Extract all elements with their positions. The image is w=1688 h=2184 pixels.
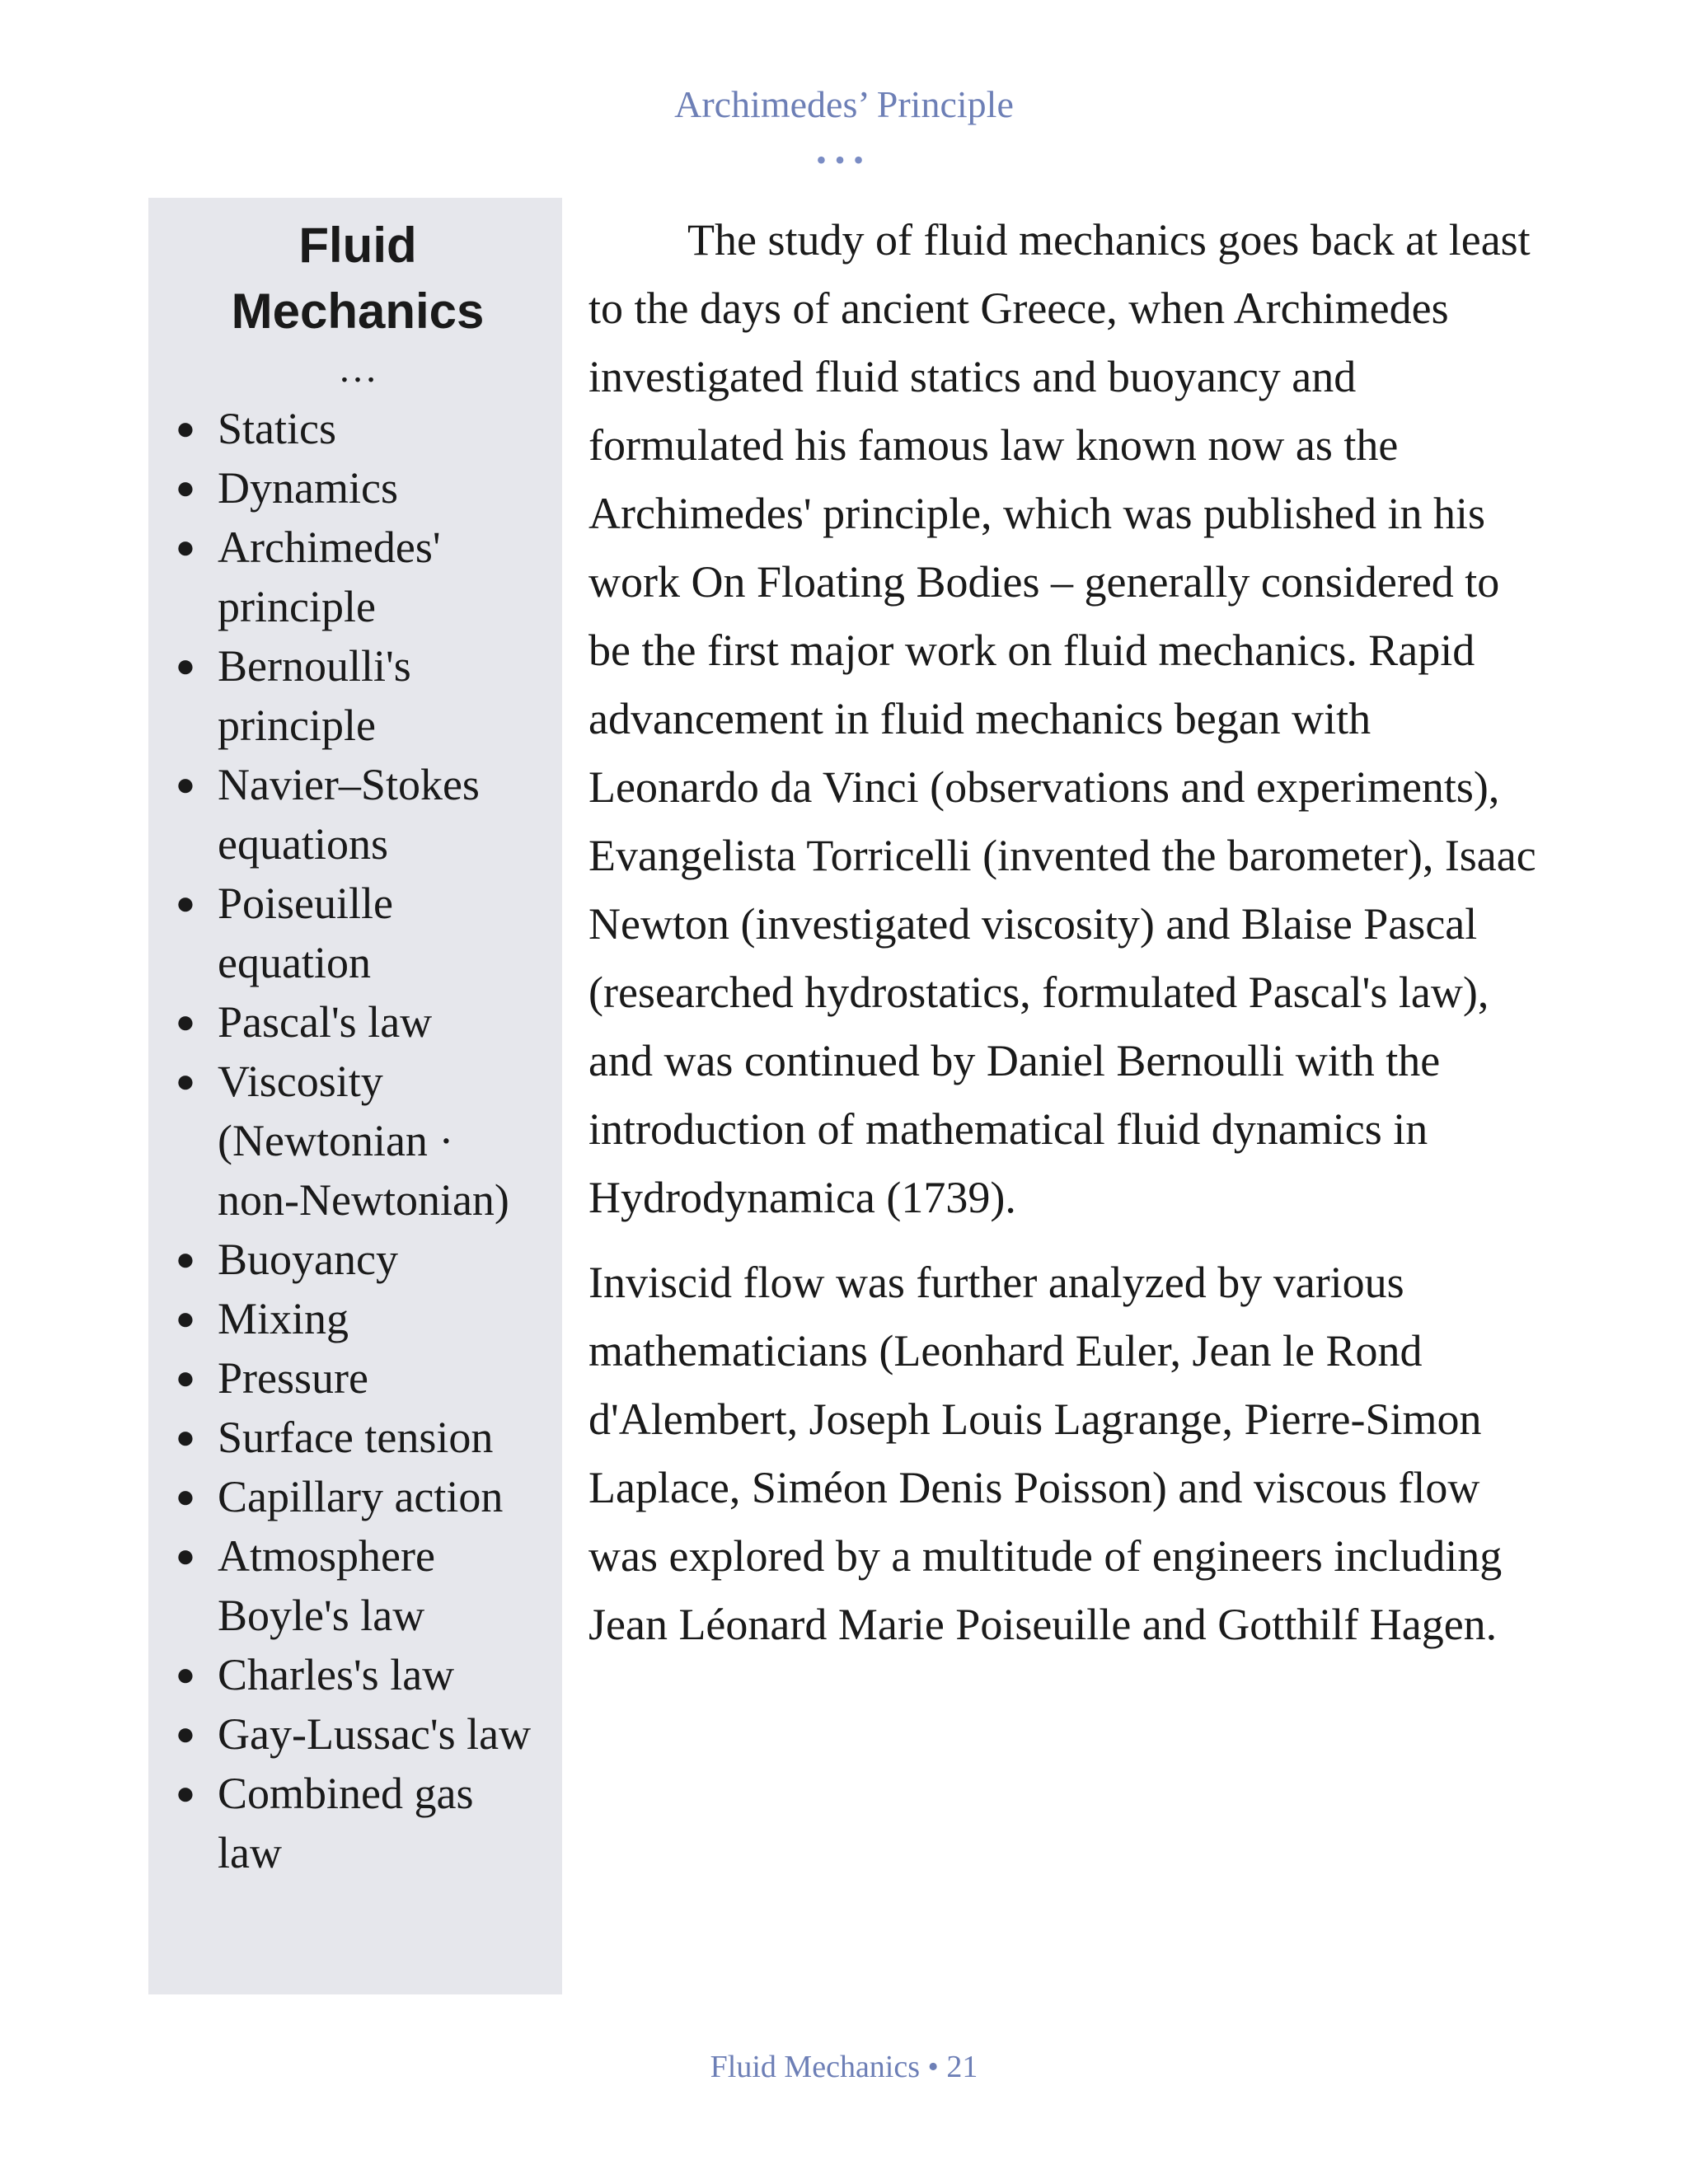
list-item-label: Pascal's law xyxy=(218,997,433,1047)
list-item-label: Navier–Stokes equations xyxy=(218,760,480,869)
list-item xyxy=(173,755,542,874)
list-item-label: Statics xyxy=(218,404,336,453)
bullet-icon: ● xyxy=(175,1537,196,1574)
list-item xyxy=(173,992,542,1052)
list-item xyxy=(173,1704,542,1764)
bullet-icon: ● xyxy=(175,528,196,565)
sidebar-box xyxy=(148,198,562,1994)
list-item xyxy=(173,1764,542,1882)
list-item xyxy=(173,1289,542,1348)
running-header: Archimedes’ Principle xyxy=(674,83,1014,125)
list-item-label: Viscosity (Newtonian · non-Newtonian) xyxy=(218,1057,509,1225)
bullet-icon: ● xyxy=(175,1300,196,1337)
bullet-icon: ● xyxy=(175,1774,196,1811)
list-item-label: Charles's law xyxy=(218,1650,455,1699)
list-item xyxy=(173,1230,542,1289)
sidebar-title: Fluid Mechanics xyxy=(231,218,485,339)
list-item xyxy=(173,518,542,636)
list-item xyxy=(173,636,542,755)
list-item-label: Surface tension xyxy=(218,1413,494,1462)
list-item xyxy=(173,1408,542,1467)
list-item xyxy=(173,1348,542,1408)
bullet-icon: ● xyxy=(175,647,196,684)
bullet-icon: ● xyxy=(175,766,196,803)
main-text xyxy=(588,206,1545,1659)
list-item xyxy=(173,874,542,992)
bullet-icon: ● xyxy=(175,1240,196,1277)
list-item-label: Pressure xyxy=(218,1353,368,1403)
list-item-label: Atmosphere Boyle's law xyxy=(218,1531,435,1640)
bullet-icon: ● xyxy=(175,884,196,921)
bullet-icon: ● xyxy=(175,1656,196,1693)
bullet-icon: ● xyxy=(175,1418,196,1455)
topic-list xyxy=(173,399,542,1882)
page-footer: Fluid Mechanics • 21 xyxy=(710,2050,978,2084)
list-item xyxy=(173,1052,542,1230)
bullet-icon: ● xyxy=(175,1003,196,1040)
list-item-label: Archimedes' principle xyxy=(218,523,441,631)
bullet-icon: ● xyxy=(175,410,196,447)
list-item xyxy=(173,399,542,458)
list-item-label: Buoyancy xyxy=(218,1235,398,1284)
list-item-label: Poiseuille equation xyxy=(218,879,393,987)
list-item xyxy=(173,1526,542,1645)
ornament-dots: ••• xyxy=(816,143,872,176)
sidebar-ellipsis: … xyxy=(338,347,377,391)
list-item-label: Gay-Lussac's law xyxy=(218,1709,532,1759)
list-item-label: Dynamics xyxy=(218,463,398,513)
bullet-icon: ● xyxy=(175,1715,196,1752)
bullet-icon: ● xyxy=(175,469,196,506)
bullet-icon: ● xyxy=(175,1478,196,1515)
bullet-icon: ● xyxy=(175,1359,196,1396)
list-item-label: Capillary action xyxy=(218,1472,504,1521)
list-item xyxy=(173,458,542,518)
bullet-icon: ● xyxy=(175,1062,196,1099)
paragraph-2: Inviscid flow was further analyzed by various mathematicians (Leonhard Euler, Jean le Rond d'Alembert, Joseph Louis Lagrange, Pierre-Simon Laplace, Siméon Denis Poisson) and viscous flow was explored by a multitude of engineers including Jean Léonard Marie Poiseuille and Gotthilf Hagen. xyxy=(588,1258,1503,1649)
list-item xyxy=(173,1645,542,1704)
list-item-label: Combined gas law xyxy=(218,1769,474,1877)
list-item-label: Bernoulli's principle xyxy=(218,641,411,750)
paragraph-1: The study of fluid mechanics goes back at least to the days of ancient Greece, when Archimedes investigated fluid statics and buoyancy and formulated his famous law known now as the Archimedes' principle, which was published in his work On Floating Bodies – generally considered to be the first major work on fluid mechanics. Rapid advancement in fluid mechanics began with Leonardo da Vinci (observations and experiments), Evangelista Torricelli (invented the barometer), Isaac Newton (investigated viscosity) and Blaise Pascal (researched hydrostatics, formulated Pascal's law), and was continued by Daniel Bernoulli with the introduction of mathematical fluid dynamics in Hydrodynamica (1739). xyxy=(588,215,1536,1222)
list-item xyxy=(173,1467,542,1526)
list-item-label: Mixing xyxy=(218,1294,349,1343)
